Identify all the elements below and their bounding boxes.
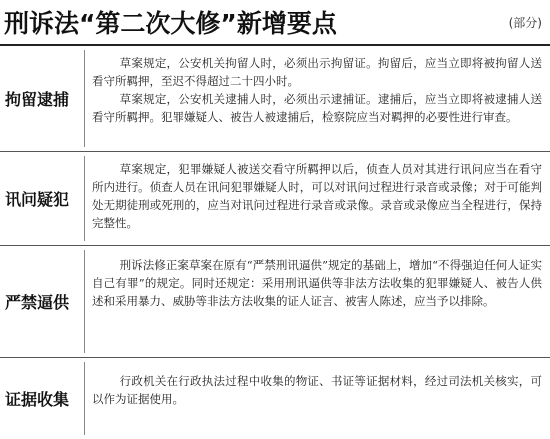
content-paragraph: 草案规定，犯罪嫌疑人被送交看守所羁押以后，侦查人员对其进行讯问应当在看守所内进行。侦查人员在讯问犯罪嫌疑人时，可以对讯问过程进行录音或录像；对于可能判处无期徒刑或死刑的，应当对讯问过程进行录音或录像。录音或录像应当全程进行，保持完整性。 bbox=[92, 162, 542, 230]
row-divider bbox=[84, 156, 85, 241]
content-paragraph: 刑诉法修正案草案在原有“严禁刑讯逼供”规定的基础上，增加“不得强迫任何人证实自己有罪”的规定。同时还规定：采用刑讯逼供等非法方法收集的犯罪嫌疑人、被告人供述和采用暴力、威胁等非法方法收集的证人证言、被害人陈述，应当予以排除。 bbox=[92, 258, 542, 308]
row-content bbox=[92, 372, 542, 408]
row-divider bbox=[84, 362, 85, 435]
row-divider bbox=[84, 250, 85, 353]
row-detention-arrest bbox=[0, 46, 550, 152]
row-label: 拘留逮捕 bbox=[5, 90, 70, 109]
row-label: 严禁逼供 bbox=[5, 293, 70, 312]
content-paragraph: 行政机关在行政执法过程中收集的物证、书证等证据材料，经过司法机关核实，可以作为证据使用。 bbox=[92, 374, 542, 406]
row-content bbox=[92, 256, 542, 310]
row-evidence-collection bbox=[0, 358, 550, 439]
row-divider bbox=[84, 50, 85, 147]
row-interrogation bbox=[0, 152, 550, 246]
row-no-forced-confession bbox=[0, 246, 550, 358]
content-paragraph: 草案规定，公安机关逮捕人时，必须出示逮捕证。逮捕后，应当立即将被逮捕人送看守所羁押。犯罪嫌疑人、被告人被逮捕后，检察院应当对羁押的必要性进行审查。 bbox=[92, 92, 542, 124]
row-label: 讯问疑犯 bbox=[5, 190, 70, 209]
page-subtitle: (部分) bbox=[508, 16, 542, 30]
header bbox=[0, 0, 550, 46]
page-title: 刑诉法“第二次大修”新增要点 bbox=[4, 9, 337, 38]
content-paragraph: 草案规定，公安机关拘留人时，必须出示拘留证。拘留后，应当立即将被拘留人送看守所羁押，至迟不得超过二十四小时。 bbox=[92, 56, 542, 88]
points-table bbox=[0, 46, 550, 439]
row-content bbox=[92, 54, 542, 126]
row-content bbox=[92, 160, 542, 232]
row-label: 证据收集 bbox=[5, 390, 70, 409]
